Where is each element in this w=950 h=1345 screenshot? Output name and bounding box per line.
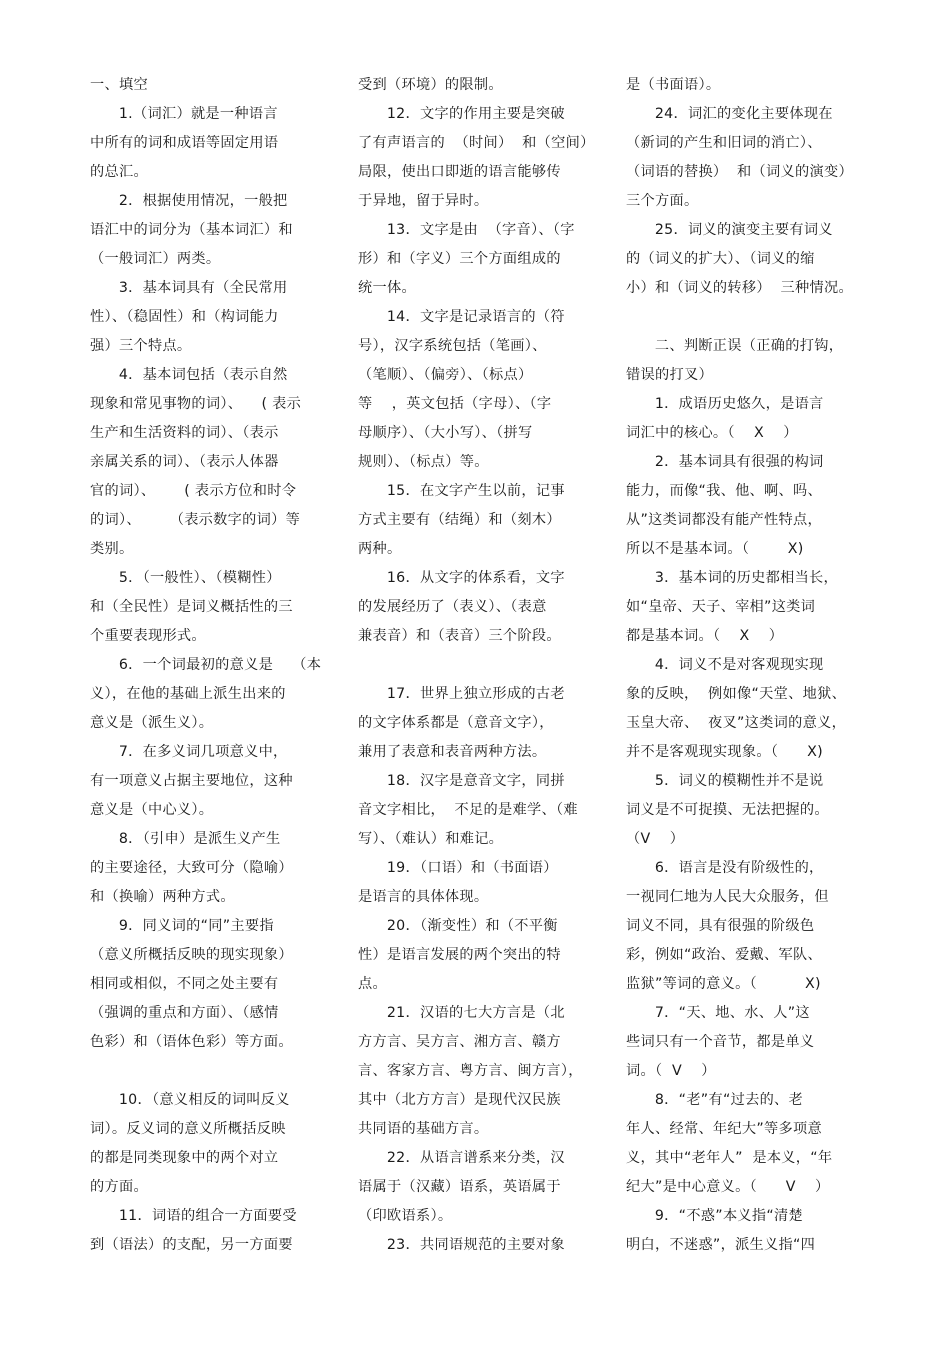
text-line: 3．基本词的历史都相当长， (626, 570, 839, 586)
text-line: 词义不同，具有很强的阶级色 (626, 918, 815, 934)
text-line: 21．汉语的七大方言是（北 (358, 1005, 565, 1021)
text-line: 16．从文字的体系看，文字 (358, 570, 565, 586)
text-line: 并不是客观现实现象。（ X) (626, 744, 823, 760)
text-line: 局限，使出口即逝的语言能够传 (358, 164, 561, 180)
text-line: 7．在多义词几项意义中， (90, 744, 288, 760)
text-line: 母顺序）、（大小写）、（拼写 (358, 425, 533, 441)
column-3 (626, 71, 864, 1260)
text-line: 强）三个特点。 (90, 338, 192, 354)
text-line: 15．在文字产生以前，记事 (358, 483, 565, 499)
text-line: （词语的替换） 和（词义的演变） (626, 164, 853, 180)
text-line: 7．“天、地、水、人”这 (626, 1005, 810, 1021)
text-line: 能力，而像“我、他、啊、吗、 (626, 483, 822, 499)
text-line: 的都是同类现象中的两个对立 (90, 1150, 279, 1166)
text-line: （V ） (626, 831, 685, 847)
text-line: 19．（口语）和（书面语） (358, 860, 558, 876)
text-line: 一视同仁地为人民大众服务，但 (626, 889, 829, 905)
text-line: 6．一个词最初的意义是 （本 (90, 657, 322, 673)
text-line: 18．汉字是意音文字，同拼 (358, 773, 565, 789)
text-line: 一、填空 (90, 77, 148, 93)
text-line: 中所有的词和成语等固定用语 (90, 135, 279, 151)
text-line: 形）和（字义）三个方面组成的 (358, 251, 561, 267)
text-line: 有一项意义占据主要地位，这种 (90, 773, 293, 789)
text-line: 亲属关系的词）、（表示人体器 (90, 454, 279, 470)
text-line: （强调的重点和方面）、（感情 (90, 1005, 279, 1021)
text-line: 20．（渐变性）和（不平衡 (358, 918, 558, 934)
text-line: 规则）、（标点）等。 (358, 454, 489, 470)
text-line: 9．“不惑”本义指“清楚 (626, 1208, 804, 1224)
text-line: 兼用了表意和表音两种方法。 (358, 744, 547, 760)
text-line: 6．语言是没有阶级性的， (626, 860, 824, 876)
text-line: 词义是不可捉摸、无法把握的。 (626, 802, 829, 818)
text-line: 方式主要有（结绳）和（刻木） (358, 512, 561, 528)
text-line: 音文字相比， 不足的是难学、（难 (358, 802, 578, 818)
text-line: 相同或相似，不同之处主要有 (90, 976, 279, 992)
text-line (358, 651, 596, 680)
text-line: 纪大”是中心意义。（ V ） (626, 1179, 830, 1195)
text-line: 义，其中“老年人” 是本义，“年 (626, 1150, 833, 1166)
text-line: 到（语法）的支配，另一方面要 (90, 1237, 293, 1253)
text-line: 2．基本词具有很强的构词 (626, 454, 824, 470)
text-line: （印欧语系）。 (358, 1208, 453, 1224)
column-2 (358, 71, 596, 1260)
text-line: 玉皇大帝、 夜叉”这类词的意义， (626, 715, 847, 731)
text-line: 等 ，英文包括（字母）、（字 (358, 396, 552, 412)
text-line: 色彩）和（语体色彩）等方面。 (90, 1034, 293, 1050)
text-line: 两种。 (358, 541, 402, 557)
text-line: 5．（一般性）、（模糊性） (90, 570, 281, 586)
text-line: 言、客家方言、粤方言、闽方言）， (358, 1063, 583, 1079)
text-line: 所以不是基本词。（ X) (626, 541, 804, 557)
text-line: 小）和（词义的转移） 三种情况。 (626, 280, 853, 296)
text-line: 彩，例如“政治、爱戴、军队、 (626, 947, 822, 963)
text-line: 统一体。 (358, 280, 416, 296)
text-line: 错误的打叉） (626, 367, 713, 383)
text-line: 受到（环境）的限制。 (358, 77, 503, 93)
text-line: 和（全民性）是词义概括性的三 (90, 599, 293, 615)
text-line: 明白，不迷惑”，派生义指“四 (626, 1237, 816, 1253)
text-line: 10．（意义相反的词叫反义 (90, 1092, 290, 1108)
text-line: 号），汉字系统包括（笔画）、 (358, 338, 547, 354)
text-line: 二、判断正误（正确的打钩， (626, 338, 844, 354)
text-line: 8．“老”有“过去的、老 (626, 1092, 804, 1108)
text-line: 词。（ V ） (626, 1063, 716, 1079)
text-line: 点。 (358, 976, 387, 992)
text-line: 的方面。 (90, 1179, 148, 1195)
text-line: 11．词语的组合一方面要受 (90, 1208, 297, 1224)
text-line: 年人、经常、年纪大”等多项意 (626, 1121, 822, 1137)
text-line: 其中（北方方言）是现代汉民族 (358, 1092, 561, 1108)
text-line: 现象和常见事物的词）、 ( 表示 (90, 396, 302, 412)
text-line: 都是基本词。（ X ） (626, 628, 784, 644)
text-line: 性）是语言发展的两个突出的特 (358, 947, 561, 963)
text-line: 和（换喻）两种方式。 (90, 889, 235, 905)
text-line: 了有声语言的 （时间） 和（空间） (358, 135, 595, 151)
text-line: 是（书面语）。 (626, 77, 721, 93)
text-line: 类别。 (90, 541, 134, 557)
text-line: 5．词义的模糊性并不是说 (626, 773, 824, 789)
text-line: 意义是（中心义）。 (90, 802, 214, 818)
text-line: 的发展经历了（表义）、（表意 (358, 599, 547, 615)
text-line: 的总汇。 (90, 164, 148, 180)
text-line: 方方言、吴方言、湘方言、赣方 (358, 1034, 561, 1050)
text-line: （笔顺）、（偏旁）、（标点） (358, 367, 533, 383)
text-line: 的词）、 （表示数字的词）等 (90, 512, 301, 528)
text-line: 2．根据使用情况，一般把 (90, 193, 288, 209)
text-line: 三个方面。 (626, 193, 699, 209)
text-line: 写）、（难认）和难记。 (358, 831, 504, 847)
text-line: 4．词义不是对客观现实现 (626, 657, 824, 673)
text-line: 14．文字是记录语言的（符 (358, 309, 565, 325)
text-line: 17．世界上独立形成的古老 (358, 686, 565, 702)
text-line (626, 303, 864, 332)
text-line: 监狱”等词的意义。（ X) (626, 976, 821, 992)
text-line: 于异地，留于异时。 (358, 193, 489, 209)
text-line: 兼表音）和（表音）三个阶段。 (358, 628, 561, 644)
text-line: 23．共同语规范的主要对象 (358, 1237, 565, 1253)
text-line: 是语言的具体体现。 (358, 889, 489, 905)
text-line: 8．（引申）是派生义产生 (90, 831, 281, 847)
text-line: （新词的产生和旧词的消亡）、 (626, 135, 822, 151)
text-line: 1.（词汇）就是一种语言 (90, 106, 278, 122)
text-line: 个重要表现形式。 (90, 628, 206, 644)
text-line: 性）、（稳固性）和（构词能力 (90, 309, 279, 325)
text-line: 3．基本词具有（全民常用 (90, 280, 288, 296)
text-line: 词汇中的核心。（ X ） (626, 425, 798, 441)
text-line: 官的词）、 ( 表示方位和时令 (90, 483, 297, 499)
text-line: 共同语的基础方言。 (358, 1121, 489, 1137)
text-line: 语属于（汉藏）语系，英语属于 (358, 1179, 561, 1195)
text-line: 义），在他的基础上派生出来的 (90, 686, 286, 702)
text-line: 语汇中的词分为（基本词汇）和 (90, 222, 293, 238)
text-line: （意义所概括反映的现实现象） (90, 947, 293, 963)
text-line: 的（词义的扩大）、（词义的缩 (626, 251, 815, 267)
text-line: 9．同义词的“同”主要指 (90, 918, 274, 934)
text-line: 意义是（派生义）。 (90, 715, 214, 731)
text-line: 的主要途径，大致可分（隐喻） (90, 860, 293, 876)
text-line: 24．词汇的变化主要体现在 (626, 106, 833, 122)
text-line: 22．从语言谱系来分类，汉 (358, 1150, 565, 1166)
text-line: 4．基本词包括（表示自然 (90, 367, 288, 383)
text-line: 如“皇帝、天子、宰相”这类词 (626, 599, 816, 615)
text-line (90, 1057, 328, 1086)
column-1 (90, 71, 328, 1260)
text-line: 些词只有一个音节，都是单义 (626, 1034, 815, 1050)
text-line: 的文字体系都是（意音文字）， (358, 715, 554, 731)
text-line: 1．成语历史悠久，是语言 (626, 396, 824, 412)
text-line: 从”这类词都没有能产性特点， (626, 512, 822, 528)
text-line: （一般词汇）两类。 (90, 251, 221, 267)
text-line: 生产和生活资料的词）、（表示 (90, 425, 279, 441)
text-line: 12．文字的作用主要是突破 (358, 106, 565, 122)
text-line: 象的反映， 例如像“天堂、地狱、 (626, 686, 847, 702)
text-line: 13．文字是由 （字音）、（字 (358, 222, 575, 238)
text-line: 25．词义的演变主要有词义 (626, 222, 833, 238)
text-line: 词）。反义词的意义所概括反映 (90, 1121, 286, 1137)
